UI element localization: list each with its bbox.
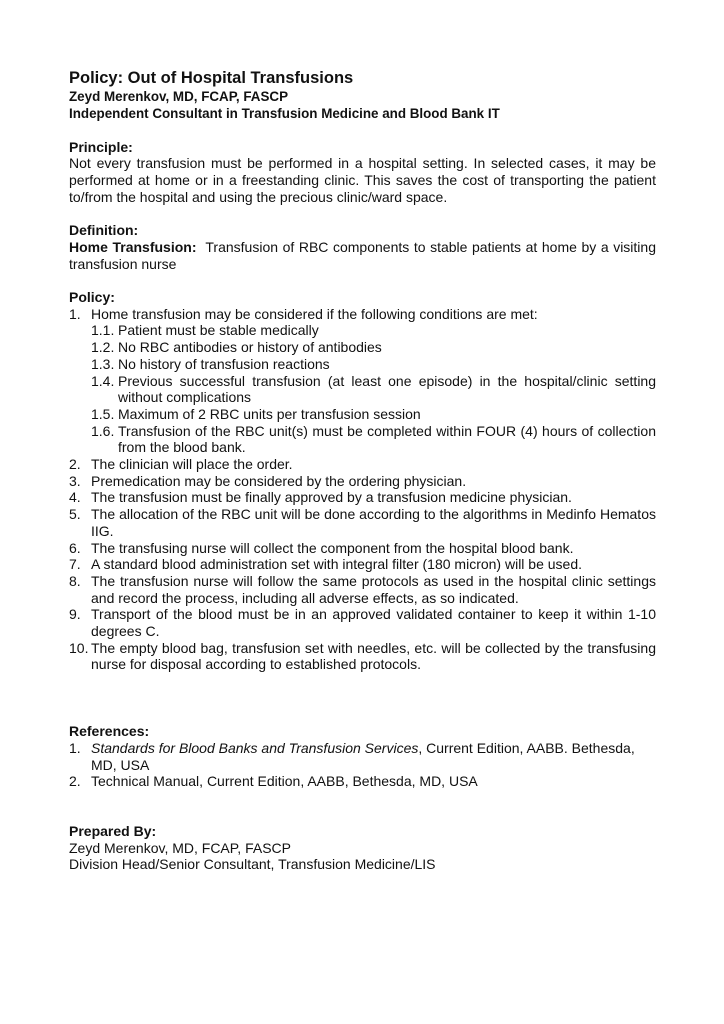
- list-text: Transfusion of the RBC unit(s) must be completed within FOUR (4) hours of collection from the blood bank.: [118, 422, 656, 456]
- list-number: 1.3.: [91, 355, 115, 372]
- author-name: Zeyd Merenkov, MD, FCAP, FASCP: [69, 89, 289, 104]
- principle-heading: Principle:: [69, 138, 133, 155]
- list-item: [69, 556, 656, 573]
- list-text: The transfusion nurse will follow the same protocols as used in the hospital clinic settings and record the process, including all adverse effects, as so indicated.: [91, 572, 656, 606]
- list-number: 1.4.: [91, 372, 115, 389]
- list-number: 2.: [69, 773, 81, 790]
- list-item: [69, 573, 656, 606]
- reference-item: [69, 740, 656, 773]
- list-number: 6.: [69, 539, 81, 556]
- list-item: [69, 489, 656, 506]
- list-item: [69, 606, 656, 639]
- list-number: 1.2.: [91, 339, 115, 356]
- references-section: [69, 723, 656, 790]
- list-item: [69, 306, 656, 323]
- document-page: [69, 68, 660, 873]
- sub-list-item: [69, 406, 656, 423]
- definition-text: [69, 238, 660, 272]
- definition-section: [69, 222, 660, 272]
- sub-list-item: [69, 423, 656, 456]
- preparer-name: Zeyd Merenkov, MD, FCAP, FASCP: [69, 839, 291, 856]
- author-affiliation: Independent Consultant in Transfusion Medicine and Blood Bank IT: [69, 106, 500, 121]
- list-text: Maximum of 2 RBC units per transfusion session: [118, 405, 421, 422]
- sub-list-item: [69, 356, 656, 373]
- list-number: 1.5.: [91, 405, 115, 422]
- list-text: A standard blood administration set with integral filter (180 micron) will be used.: [91, 556, 583, 573]
- list-text: No history of transfusion reactions: [118, 355, 330, 372]
- list-number: 3.: [69, 472, 81, 489]
- prepared-by-section: [69, 823, 656, 873]
- list-text: The empty blood bag, transfusion set with needles, etc. will be collected by the transfusing nurse for disposal according to established protocols.: [91, 639, 656, 673]
- list-text: The clinician will place the order.: [91, 456, 293, 473]
- policy-heading: Policy:: [69, 288, 115, 305]
- reference-details: , Current Edition, AABB. Bethesda, MD, USA: [91, 739, 635, 773]
- list-text: Home transfusion may be considered if the following conditions are met:: [91, 305, 538, 322]
- list-text: Previous successful transfusion (at least one episode) in the hospital/clinic setting without complications: [118, 372, 656, 406]
- list-number: 4.: [69, 489, 81, 506]
- list-item: [69, 640, 656, 673]
- list-number: 1.1.: [91, 322, 115, 339]
- prepared-by-heading: Prepared By:: [69, 822, 157, 839]
- list-number: 1.: [69, 305, 81, 322]
- list-number: 2.: [69, 456, 81, 473]
- list-text: The transfusion must be finally approved by a transfusion medicine physician.: [91, 489, 572, 506]
- reference-title: Standards for Blood Banks and Transfusion Services: [91, 739, 419, 756]
- list-number: 1.6.: [91, 422, 115, 439]
- principle-section: [69, 139, 656, 206]
- list-number: 9.: [69, 606, 81, 623]
- list-number: 10.: [69, 639, 89, 656]
- list-item: [69, 506, 656, 539]
- list-text: Patient must be stable medically: [118, 322, 319, 339]
- page-title: Policy: Out of Hospital Transfusions: [69, 69, 354, 87]
- sub-list-item: [69, 373, 656, 406]
- list-text: Premedication may be considered by the ordering physician.: [91, 472, 467, 489]
- list-text: Transport of the blood must be in an approved validated container to keep it within 1-10 degrees C.: [91, 606, 656, 640]
- list-number: 5.: [69, 506, 81, 523]
- list-item: [69, 540, 656, 557]
- references-heading: References:: [69, 723, 150, 740]
- policy-section: [69, 289, 656, 673]
- list-item: [69, 456, 656, 473]
- sub-list-item: [69, 322, 656, 339]
- sub-list-item: [69, 339, 656, 356]
- definition-heading: Definition:: [69, 222, 139, 239]
- list-text: No RBC antibodies or history of antibodies: [118, 339, 382, 356]
- list-text: The allocation of the RBC unit will be done according to the algorithms in Medinfo Hematos IIG.: [91, 506, 656, 539]
- reference-item: [69, 773, 656, 790]
- list-number: 7.: [69, 556, 81, 573]
- list-text: Technical Manual, Current Edition, AABB, Bethesda, MD, USA: [91, 773, 478, 790]
- list-text: The transfusing nurse will collect the component from the hospital blood bank.: [91, 539, 574, 556]
- definition-body: Transfusion of RBC components to stable patients at home by a visiting transfusion nurse: [69, 238, 660, 272]
- list-number: 1.: [69, 739, 81, 756]
- preparer-position: Division Head/Senior Consultant, Transfusion Medicine/LIS: [69, 856, 436, 873]
- principle-text: Not every transfusion must be performed in a hospital setting. In selected cases, it may be performed at home or in a freestanding clinic. This saves the cost of transporting the patient to/from the hospital and using the precious clinic/ward space.: [69, 155, 656, 205]
- list-number: 8.: [69, 572, 81, 589]
- list-item: [69, 473, 656, 490]
- definition-term: Home Transfusion:: [69, 238, 197, 255]
